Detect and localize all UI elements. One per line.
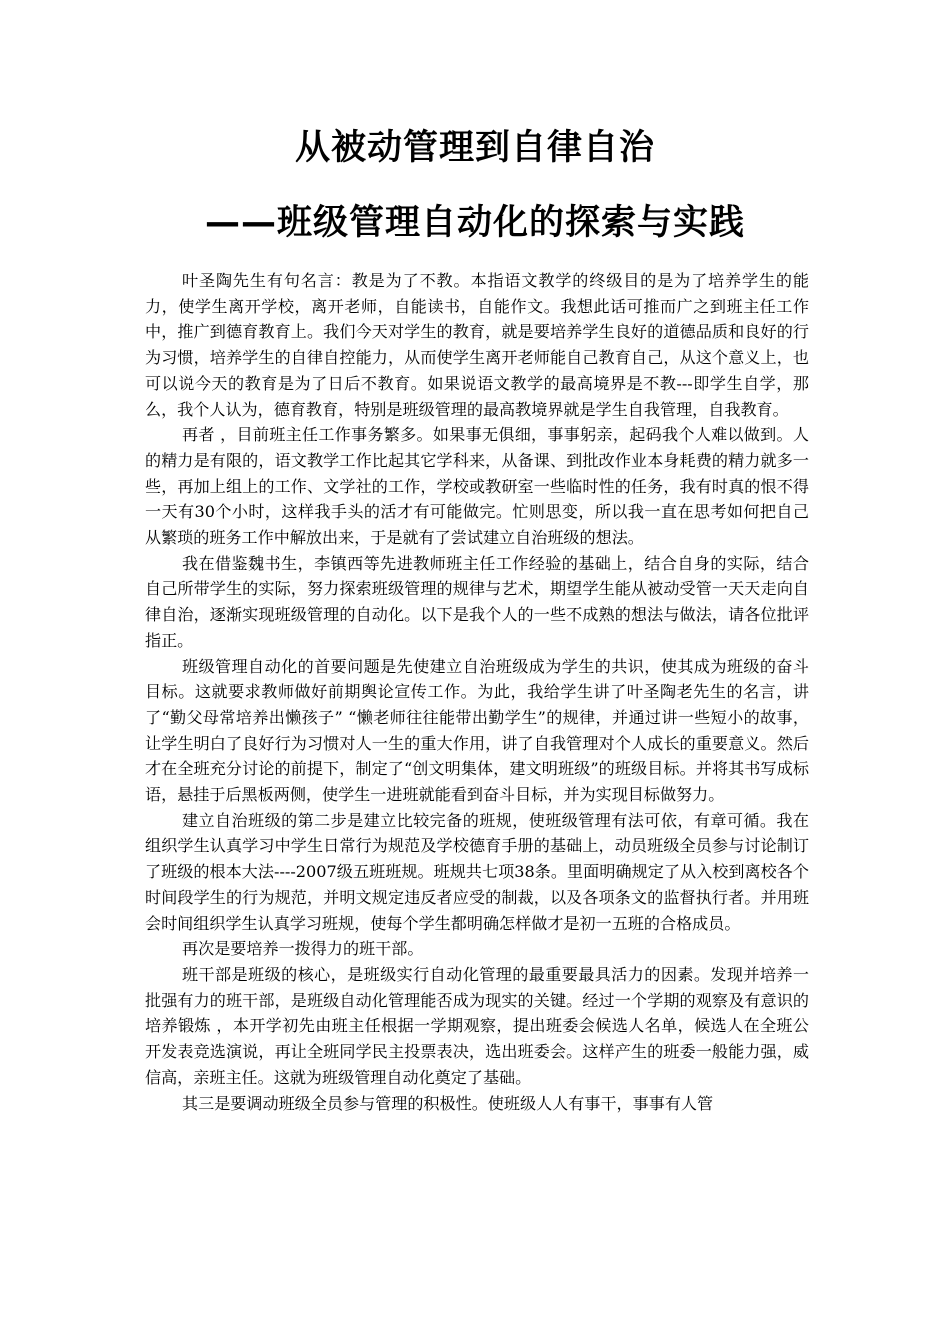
document-subtitle: ——班级管理自动化的探索与实践 (204, 203, 745, 243)
paragraph: 其三是要调动班级全员参与管理的积极性。使班级人人有事干，事事有人管 (182, 1093, 714, 1113)
paragraph: 再次是要培养一拨得力的班干部。 (182, 939, 424, 959)
paragraph: 叶圣陶先生有句名言：教是为了不教。本指语文教学的终级目的是为了培养学生的能力，使学生离开学校，离开老师，自能读书，自能作文。我想此话可推而广之到班主任工作中，推广到德育教育上。我们今天对学生的教育，就是要培养学生良好的道德品质和良好的行为习惯，培养学生的自律自控能力，从而使学生离开老师能自己教育自己，从这个意义上，也可以说今天的教育是为了日后不教育。如果说语文教学的最高境界是不教---即学生自学，那么，我个人认为，德育教育，特别是班级管理的最高教境界就是学生自我管理，自我教育。 (145, 271, 809, 419)
paragraph: 班干部是班级的核心，是班级实行自动化管理的最重要最具活力的因素。发现并培养一批强有力的班干部，是班级自动化管理能否成为现实的关键。经过一个学期的观察及有意识的培养锻炼 ，本开学初先由班主任根据一学期观察，提出班委会候选人名单，候选人在全班公开发表竞选演说，再让全班同学民主投票表决，选出班委会。这样产生的班委一般能力强，威信高，亲班主任。这就为班级管理自动化奠定了基础。 (145, 964, 809, 1087)
paragraph: 再者 ，目前班主任工作事务繁多。如果事无俱细，事事躬亲，起码我个人难以做到。人的精力是有限的，语文教学工作比起其它学科来，从备课、到批改作业本身耗费的精力就多一些，再加上组上的工作、文学社的工作，学校或教研室一些临时性的任务，我有时真的恨不得一天有30个小时，这样我手头的活才有可能做完。忙则思变，所以我一直在思考如何把自己从繁琐的班务工作中解放出来，于是就有了尝试建立自治班级的想法。 (145, 425, 809, 548)
paragraph: 我在借鉴魏书生，李镇西等先进教师班主任工作经验的基础上，结合自身的实际，结合自己所带学生的实际，努力探索班级管理的规律与艺术，期望学生能从被动受管一天天走向自律自治，逐渐实现班级管理的自动化。以下是我个人的一些不成熟的想法与做法，请各位批评指正。 (145, 553, 809, 650)
document-title: 从被动管理到自律自治 (294, 128, 655, 168)
document-body (145, 268, 809, 1116)
paragraph: 建立自治班级的第二步是建立比较完备的班规，使班级管理有法可依，有章可循。我在组织学生认真学习中学生日常行为规范及学校德育手册的基础上，动员班级全员参与讨论制订了班级的根本大法----2007级五班班规。班规共七项38条。里面明确规定了从入校到离校各个时间段学生的行为规范，并明文规定违反者应受的制裁，以及各项条文的监督执行者。并用班会时间组织学生认真学习班规，使每个学生都明确怎样做才是初一五班的合格成员。 (145, 810, 809, 933)
paragraph: 班级管理自动化的首要问题是先使建立自治班级成为学生的共识，使其成为班级的奋斗目标。这就要求教师做好前期舆论宣传工作。为此，我给学生讲了叶圣陶老先生的名言，讲了“勤父母常培养出懒孩子” “懒老师往往能带出勤学生”的规律，并通过讲一些短小的故事，让学生明白了良好行为习惯对人一生的重大作用，讲了自我管理对个人成长的重要意义。然后才在全班充分讨论的前提下，制定了“创文明集体，建文明班级”的班级目标。并将其书写成标语，悬挂于后黑板两侧，使学生一进班就能看到奋斗目标，并为实现目标做努力。 (145, 656, 809, 805)
